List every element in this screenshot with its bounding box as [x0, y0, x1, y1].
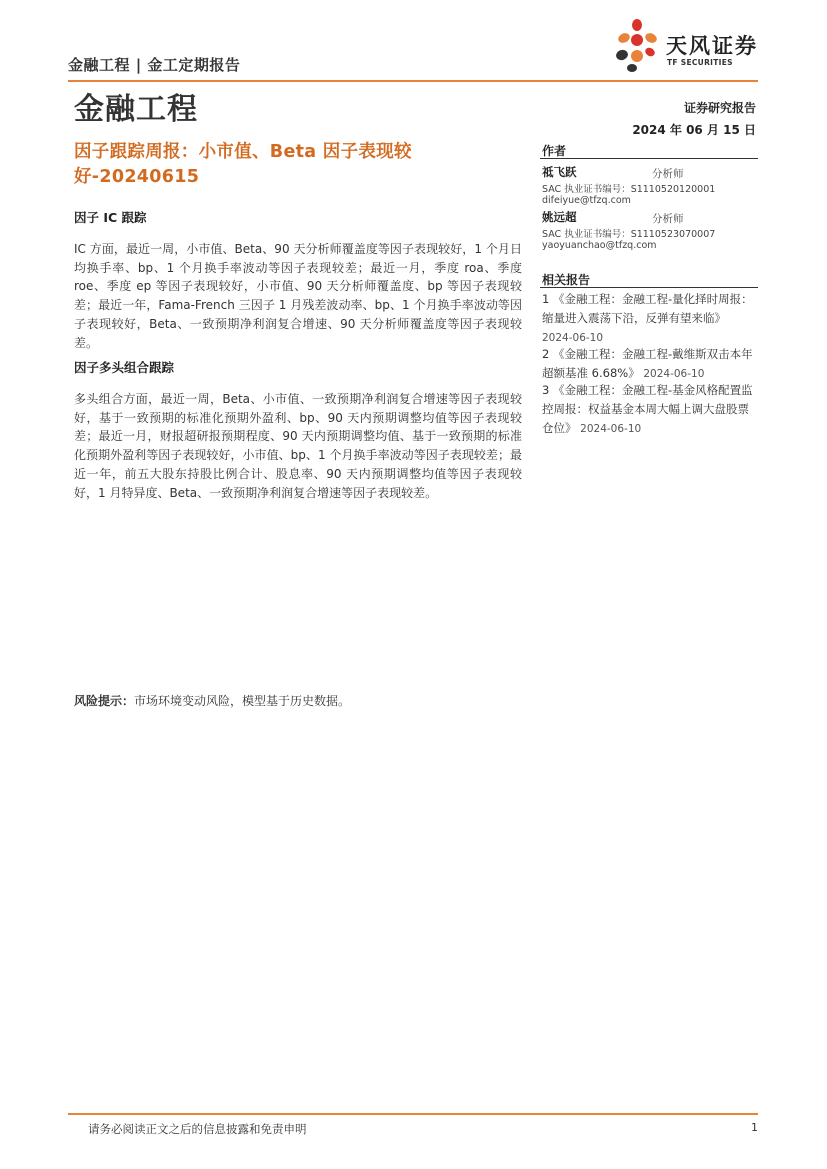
related-report-title[interactable]: 3 《金融工程：金融工程-基金风格配置监控周报：权益基金本周大幅上调大盘股票仓位》: [542, 383, 753, 435]
section-heading-long: 因子多头组合跟踪: [74, 360, 175, 375]
author-role: 分析师: [652, 213, 684, 225]
related-report-item[interactable]: [542, 290, 758, 348]
logo-text-cn: 天风证券: [666, 34, 758, 58]
report-type: 证券研究报告: [683, 101, 756, 115]
header-category: 金融工程 | 金工定期报告: [68, 56, 241, 74]
author-email[interactable]: difeiyue@tfzq.com: [542, 195, 631, 206]
section-heading-ic: 因子 IC 跟踪: [74, 210, 147, 225]
logo-mark-icon: [610, 18, 664, 73]
page-number: 1: [751, 1121, 758, 1134]
related-report-title[interactable]: 1 《金融工程：金融工程-量化择时周报：缩量进入震荡下沿，反弹有望来临》: [542, 292, 753, 325]
document-title: 因子跟踪周报：小市值、Beta 因子表现较好-20240615: [74, 142, 412, 187]
related-report-item[interactable]: [542, 345, 758, 384]
header-divider: [68, 80, 758, 82]
related-report-title[interactable]: 2 《金融工程：金融工程-戴维斯双击本年超额基准 6.68%》: [542, 347, 753, 380]
authors-heading: 作者: [542, 144, 567, 158]
section-body-long: 多头组合方面，最近一周，Beta、小市值、一致预期净利润复合增速等因子表现较好，基于一致预期的标准化预期外盈利、bp、90 天内预期调整均值等因子表现较差；最近一月，财报超研报预期程度、90 天内预期调整均值、基于一致预期的标准化预期外盈利等因子表现较好，小市值、bp、1 个月换手率波动等因子表现较差；最近一年，前五大股东持股比例合计、股息率、90 天内预期调整均值等因子表现较好，1 月特异度、Beta、一致预期净利润复合增速等因子表现较差。: [74, 392, 522, 500]
related-heading: 相关报告: [542, 273, 591, 287]
related-report-date: 2024-06-10: [580, 423, 642, 435]
author-license: SAC 执业证书编号：S1110523070007: [542, 229, 716, 240]
authors-divider: [540, 158, 758, 159]
author-role: 分析师: [652, 168, 684, 180]
related-divider: [540, 287, 758, 288]
company-logo: [610, 18, 770, 73]
related-report-item[interactable]: [542, 381, 758, 439]
logo-text-en: TF SECURITIES: [667, 58, 733, 67]
risk-label: 风险提示：: [74, 694, 135, 708]
footer-divider: [68, 1113, 758, 1115]
author-license: SAC 执业证书编号：S1110520120001: [542, 184, 716, 195]
risk-warning: [74, 692, 350, 709]
footer-disclaimer: 请务必阅读正文之后的信息披露和免责申明: [88, 1122, 307, 1136]
related-report-date: 2024-06-10: [542, 332, 604, 344]
related-report-date: 2024-06-10: [643, 368, 705, 380]
section-title: 金融工程: [74, 92, 198, 127]
author-name: 姚远超: [542, 210, 577, 224]
section-body-ic: IC 方面，最近一周，小市值、Beta、90 天分析师覆盖度等因子表现较好，1 个月日均换手率、bp、1 个月换手率波动等因子表现较差；最近一月，季度 roa、季度 roe、季度 ep 等因子表现较好，小市值、90 天分析师覆盖度、bp 等因子表现较差；最近一年，Fama-French 三因子 1 月残差波动率、bp、1 个月换手率波动等因子表现较好，Beta、一致预期净利润复合增速、90 天分析师覆盖度等因子表现较差。: [74, 242, 522, 350]
author-name: 祗飞跃: [542, 165, 577, 179]
risk-text: 市场环境变动风险，模型基于历史数据。: [134, 694, 351, 708]
report-date: 2024 年 06 月 15 日: [632, 123, 756, 137]
author-email[interactable]: yaoyuanchao@tfzq.com: [542, 240, 657, 251]
